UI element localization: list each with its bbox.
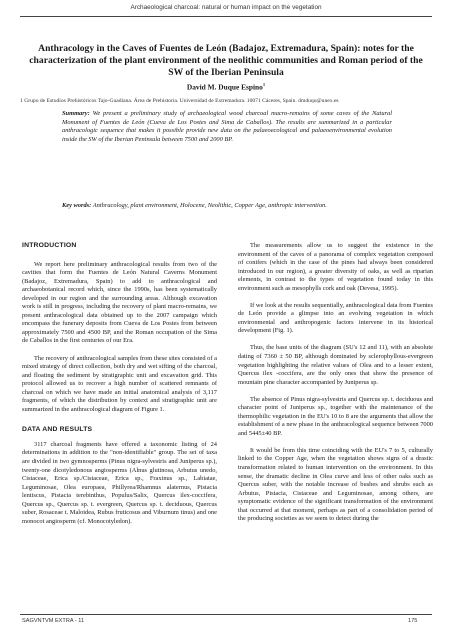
running-header: Archaeological charcoal: natural or human impact on the vegetation — [130, 4, 322, 11]
paragraph: If we look at the results sequentially, anthracological data from Fuentes de León provide a glimpse into an evolving vegetation in which environmental and anthropogenic factors intervene in its historical development (Fig. 1). — [238, 301, 433, 335]
header-rule — [20, 16, 432, 17]
summary-text: We present a preliminary study of archaeological wood charcoal macro-remains of some caves of the Natural Monument of Fuentes de León (Cueva de Los Postes and Sima de Caballos). The results are summarized in a particular anthracologic sequence that makes it possible provide new data on the palaeoecological and palaeoenvironmental evolution inside the SW of the Iberian Peninsula between 7500 and 2000 BP. — [62, 110, 392, 143]
footer-rule — [20, 614, 432, 615]
paragraph: Thus, the base units of the diagram (SU's 12 and 11), with an absolute dating of 7360 ± 50 BP, although dominated by sclerophyllous-evergreen vegetation highlighting the relative values of Olea and to a lesser extent, Quercus ilex -coccifera, are the only ones that show the presence of mountain pine character accompanied by Juniperus sp. — [238, 344, 433, 386]
paragraph: The measurements allow us to suggest the existence in the environment of the caves of a panorama of complex vegetation composed of conifers (which in the case of the pines had always been considered introduced in our region), a greater diversity of oaks, as well as riparian elements, in contrast to the types of vegetation found today in this environment such as mesophylls cork and oak (Devesa, 1995). — [238, 242, 433, 292]
author-superscript: 1 — [262, 82, 266, 87]
left-column — [22, 242, 217, 535]
keywords-text: Anthracology, plant environment, Holocene, Neolithic, Copper Age, anthropic intervention. — [92, 202, 327, 209]
footer-journal: SAGVNTVM EXTRA - 11 — [22, 618, 85, 624]
keywords-label: Key words: — [62, 202, 92, 209]
heading-data-results: DATA AND RESULTS — [22, 426, 93, 434]
page-number: 175 — [408, 618, 418, 624]
heading-introduction: INTRODUCTION — [22, 242, 77, 249]
paragraph: The absence of Pinus nigra-sylvestris and Quercus sp. t. deciduous and character point of Juniperus sp., together with the maintenance of the thermophilic vegetation in the EU's 10 to 8 are the arguments that allow the establishment of a new phase in the anthracological sequence between 7000 and 5445±40 BP. — [238, 395, 433, 437]
paragraph: 3117 charcoal fragments have offered a taxonomic listing of 24 determinations in addition to the "non-identifiable" group. The set of taxa are divided in two gymnosperms (Pinus nigra-sylvestris and Juniperus sp.), twenty-one dicotyledonous angiosperms (Alnus glutinosa, Arbutus unedo, Cistaceae, Erica sp./Cistaceae, Erica sp., Fraxinus sp., Labiatae, Leguminosae, Olea europaea, Phillyrea/Rhamnus alaternus, Pistacia lentiscus, Pistacia terebinthus, Populus/Salix, Quercus ilex-coccifera, Quercus sp., Quercus sp. t. evergreen, Quercus sp. t. deciduous, Quercus suber, Rosaceae t. Maloidea, Rubus fruticosus and Viburnum tinus) and one monocot angiosperm (cf. Monocotyledon). — [22, 440, 217, 525]
affiliation: 1 Grupo de Estudios Prehistóricos Tajo-Guadiana. Área de Prehistoria. Universidad de Extremadura. 10071 Cáceres, Spain. dmduqu@unex.es — [20, 98, 339, 104]
paper-title: Anthracology in the Caves of Fuentes de León (Badajoz, Extremadura, Spain): notes for the characterization of the plant environment of the neolithic communities and Roman period of the SW of the Iberian Peninsula — [29, 43, 423, 78]
author-line — [0, 82, 452, 91]
summary — [62, 110, 392, 144]
keywords — [62, 202, 442, 209]
paragraph: It would be from this time coinciding with the EU's 7 to 5, culturally linked to the Copper Age, when the vegetation shows signs of a drastic transformation related to human intervention on the environment. In this sense, the dramatic decline in Olea curve and less of other oaks such as Quercus suber, with the notable increase of bushes and shrubs such as Arbutus, Pistacia, Cistaceae and Leguminosae, among others, are symptomatic evidence of the significant transformation of the environment that occurred at that moment, perhaps as part of a consolidation period of the producing societies as we seem to detect during the — [238, 446, 433, 523]
paragraph: The recovery of anthracological samples from these sites consisted of a mixed strategy of direct collection, both dry and wet sifting of the charcoal, and floating the sediment by stratigraphic unit and excavation grid. This protocol allowed us to recover a high number of scattered remnants of charcoal on which we have made an initial anatomical analysis of 3,117 fragments, of which the distribution by context and stratigraphic unit are summarized in the anthracological diagram of Figure 1. — [22, 354, 217, 413]
summary-label: Summary: — [62, 110, 90, 117]
right-column — [238, 242, 433, 532]
author-name: David M. Duque Espino — [186, 82, 263, 92]
paragraph: We report here preliminary anthracological results from two of the cavities that form the Fuentes de León Natural Caverns Monument (Badajoz, Extremadura, Spain) to add to anthracological and archaeobotanical record which, since the 1990s, has been systematically developed in our region and the surrounding areas. Although excavation work is still in progress, including the recovery of plant macro-remains, we present anthracological data obtained up to the 2007 campaign which encompass the funerary deposits from Cueva de Los Postes from between approximately 7500 and 4500 BP, and the Roman occupation of the Sima de Caballos in the first centuries of our Era. — [22, 260, 217, 345]
